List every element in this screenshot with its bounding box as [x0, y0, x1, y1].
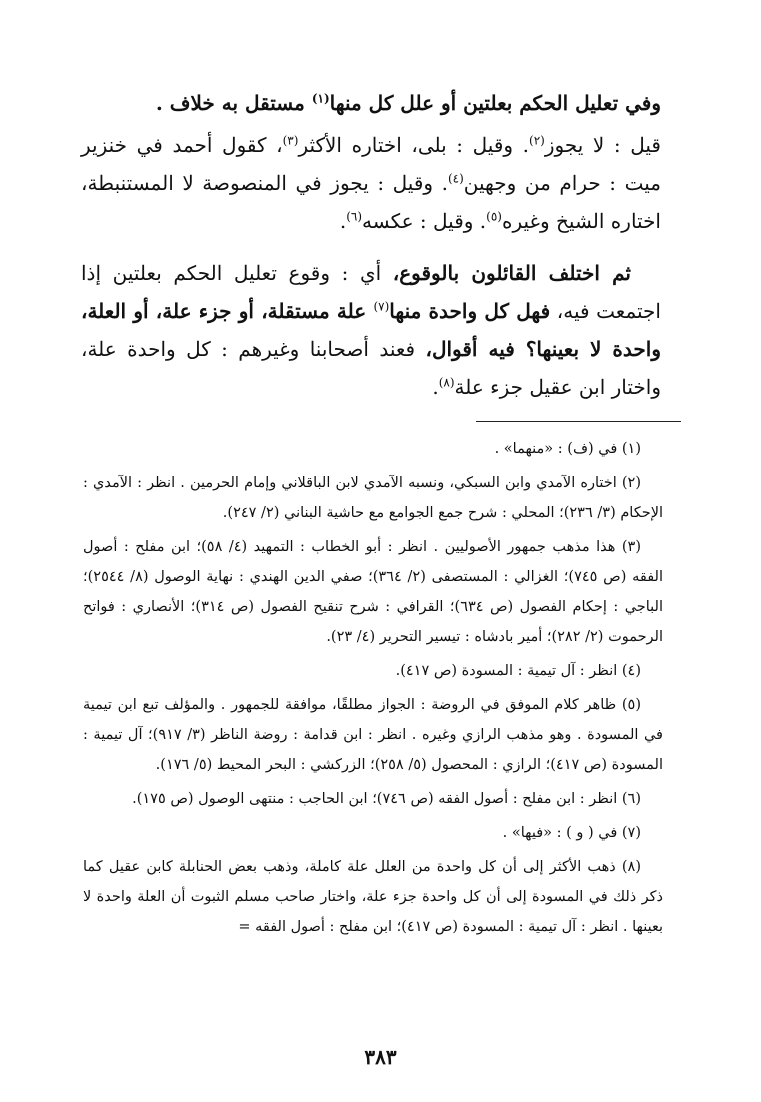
p3-b: أي : وقوع تعليل الحكم بعلتين إذا اجتمعت فيه، — [81, 261, 661, 323]
footnote-ref-1: (١) — [311, 91, 330, 106]
p1-tail: مستقل به خلاف . — [155, 91, 312, 115]
p1-text: وفي تعليل الحكم بعلتين أو علل كل منها — [329, 91, 661, 115]
footnote-ref-6: (٦) — [346, 209, 363, 224]
footnote-ref-2: (٢) — [529, 133, 545, 148]
footnote-1: (١) في (ف) : «منهما» . — [494, 441, 641, 457]
footnote-5: (٥) ظاهر كلام الموفق في الروضة : الجواز مطلقًا، موافقة للجمهور . والمؤلف تبع ابن تيمية في المسودة . وهو مذهب الرازي وغيره . انظر : ابن قدامة : روضة الناظر (٣/ ٩١٧)؛ آل تيمية : المسودة (ص ٤١٧)؛ الرازي : المحصول (٥/ ٢٥٨)؛ الزركشي : البحر المحيط (٥/ ١٧٦). — [83, 697, 663, 773]
footnote-ref-3: (٣) — [282, 133, 299, 148]
footnotes — [83, 434, 663, 946]
paragraph-2 — [81, 126, 661, 240]
footnote-separator — [476, 421, 681, 422]
footnote-4: (٤) انظر : آل تيمية : المسودة (ص ٤١٧). — [395, 663, 641, 679]
footnote-ref-4: (٤) — [447, 171, 464, 186]
p2-e: . وقيل : عكسه — [362, 209, 487, 233]
footnote-7: (٧) في ( و ) : «فيها» . — [502, 825, 641, 841]
p3-e: فعند أصحابنا وغيرهم : كل واحدة علة، واختار ابن عقيل جزء علة — [81, 337, 661, 399]
p3-f: . — [432, 375, 439, 399]
paragraph-3 — [81, 254, 661, 406]
footnote-ref-8: (٨) — [438, 375, 455, 390]
p3-a: ثم اختلف القائلون بالوقوع، — [392, 261, 631, 285]
main-text — [81, 84, 661, 420]
p3-d: علة مستقلة، أو جزء علة، أو العلة، واحدة لا بعينها؟ فيه أقوال، — [81, 299, 661, 361]
p2-f: . — [339, 209, 347, 233]
p2-d: . وقيل : يجوز في المنصوصة لا المستنبطة، اختاره الشيخ وغيره — [81, 171, 661, 233]
p3-c: فهل كل واحدة منها — [389, 299, 551, 323]
footnote-8: (٨) ذهب الأكثر إلى أن كل واحدة من العلل علة كاملة، وذهب بعض الحنابلة كابن عقيل كما ذكر ذلك في المسودة إلى أن كل واحدة جزء علة، واختار صاحب مسلم الثبوت أن العلة واحدة لا بعينها . انظر : آل تيمية : المسودة (ص ٤١٧)؛ ابن مفلح : أصول الفقه = — [83, 859, 663, 935]
p2-c: ، كقول أحمد في خنزير ميت : حرام من وجهين — [81, 133, 661, 195]
p2-a: قيل : لا يجوز — [544, 133, 661, 157]
footnote-6: (٦) انظر : ابن مفلح : أصول الفقه (ص ٧٤٦)؛ ابن الحاجب : منتهى الوصول (ص ١٧٥). — [132, 791, 641, 807]
paragraph-1 — [81, 84, 661, 122]
footnote-ref-5: (٥) — [486, 209, 502, 224]
footnote-3: (٣) هذا مذهب جمهور الأصوليين . انظر : أبو الخطاب : التمهيد (٤/ ٥٨)؛ ابن مفلح : أصول الفقه (ص ٧٤٥)؛ الغزالي : المستصفى (٢/ ٣٦٤)؛ صفي الدين الهندي : نهاية الوصول (٨/ ٢٥٤٤)؛ الباجي : إحكام الفصول (ص ٦٣٤)؛ القرافي : شرح تنقيح الفصول (ص ٣١٤)؛ الأنصاري : فواتح الرحموت (٢/ ٢٨٢)؛ أمير بادشاه : تيسير التحرير (٤/ ٢٣). — [83, 539, 663, 645]
footnote-2: (٢) اختاره الآمدي وابن السبكي، ونسبه الآمدي لابن الباقلاني وإمام الحرمين . انظر : الآمدي : الإحكام (٣/ ٢٣٦)؛ المحلي : شرح جمع الجوامع مع حاشية البناني (٢/ ٢٤٧). — [83, 475, 663, 521]
p2-b: . وقيل : بلى، اختاره الأكثر — [298, 133, 529, 157]
footnote-ref-7: (٧) — [373, 299, 390, 314]
page-number: ٣٨٣ — [364, 1045, 397, 1069]
